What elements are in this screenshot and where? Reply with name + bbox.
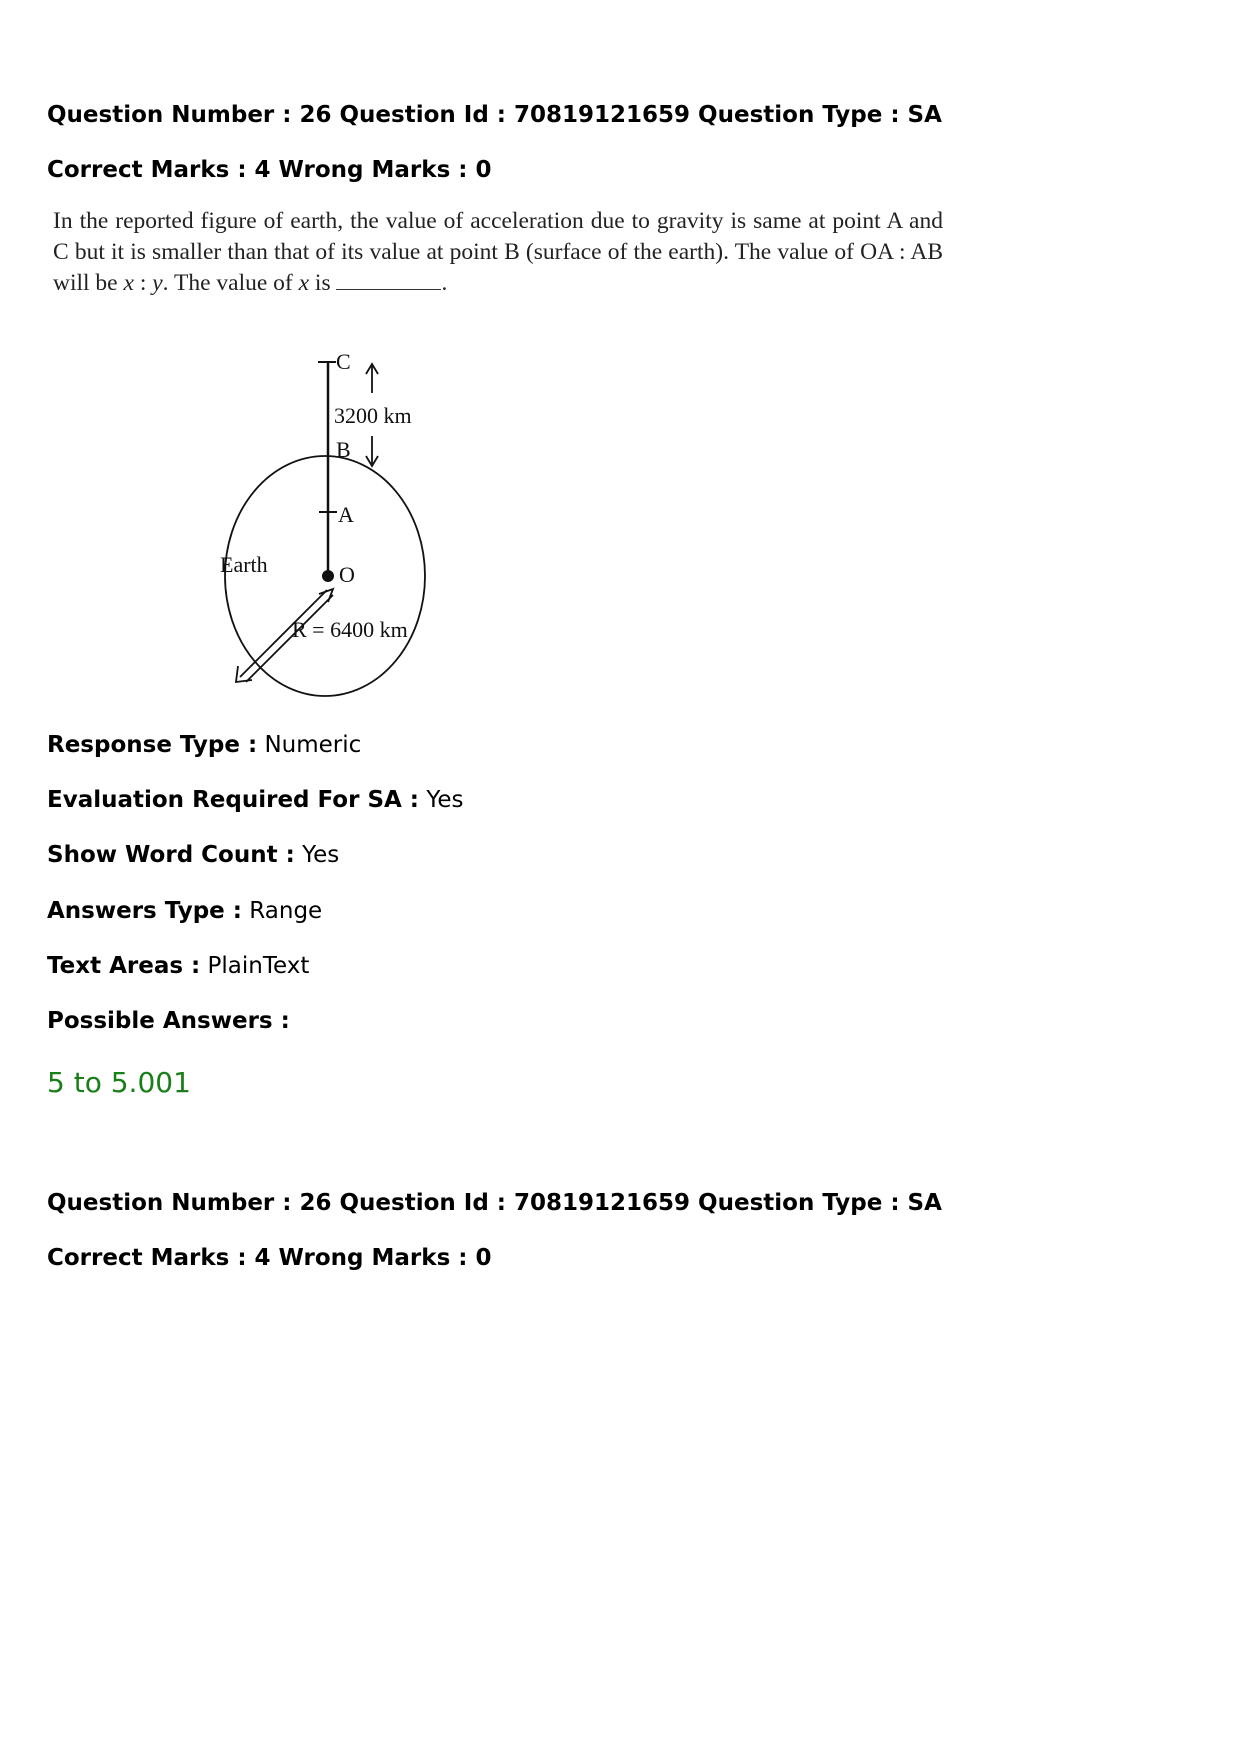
possible-answers-value: 5 to 5.001: [47, 1066, 191, 1099]
answers-type-row: [47, 898, 322, 924]
question-text-part2: . The value of: [162, 270, 299, 296]
label-o: O: [339, 562, 355, 587]
question-colon: :: [133, 270, 153, 296]
answers-type-label: Answers Type :: [47, 898, 242, 924]
response-type-label: Response Type :: [47, 732, 258, 758]
text-areas-label: Text Areas :: [47, 953, 201, 979]
label-b: B: [336, 437, 351, 462]
answers-type-value: Range: [249, 898, 323, 924]
evaluation-row: [47, 787, 463, 813]
question-header: Question Number : 26 Question Id : 70819121659 Question Type : SA: [47, 102, 942, 128]
evaluation-label: Evaluation Required For SA :: [47, 787, 420, 813]
text-areas-row: [47, 953, 309, 979]
var-x-2: x: [298, 270, 310, 296]
center-point: [323, 571, 334, 582]
label-3200-km: 3200 km: [334, 403, 412, 428]
word-count-value: Yes: [302, 842, 340, 868]
question-header-2: Question Number : 26 Question Id : 70819121659 Question Type : SA: [47, 1190, 942, 1216]
label-a: A: [338, 502, 354, 527]
question-text: [53, 206, 943, 299]
label-c: C: [336, 349, 351, 374]
question-text-part1: In the reported figure of earth, the value of acceleration due to gravity is same at point A and C but it is smaller than that of its value at point B (surface of the earth). The value of OA : AB will be: [53, 208, 943, 296]
var-x: x: [123, 270, 134, 296]
label-radius: R = 6400 km: [292, 617, 408, 642]
possible-answers-label: Possible Answers :: [47, 1008, 290, 1034]
text-areas-value: PlainText: [207, 953, 310, 979]
word-count-label: Show Word Count :: [47, 842, 295, 868]
label-earth: Earth: [220, 552, 268, 577]
response-type-value: Numeric: [264, 732, 362, 758]
question-end: .: [441, 270, 448, 296]
question-text-part3: is: [309, 270, 337, 296]
earth-diagram: [200, 340, 460, 710]
answer-blank: [336, 271, 441, 290]
var-y: y: [152, 270, 163, 296]
marks-line-2: Correct Marks : 4 Wrong Marks : 0: [47, 1245, 492, 1271]
marks-line: Correct Marks : 4 Wrong Marks : 0: [47, 157, 492, 183]
response-type-row: [47, 732, 361, 758]
word-count-row: [47, 842, 339, 868]
evaluation-value: Yes: [426, 787, 464, 813]
